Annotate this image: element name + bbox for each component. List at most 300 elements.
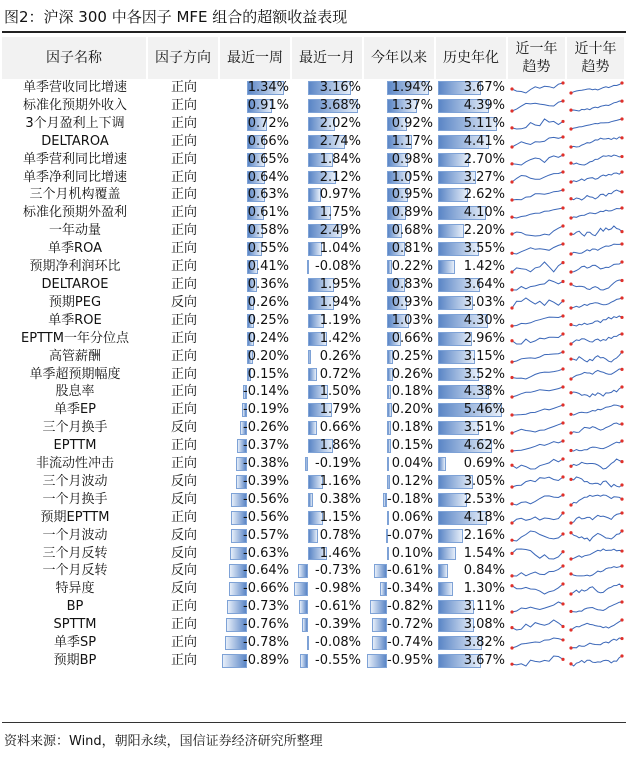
factor-direction: 正向 — [170, 330, 197, 346]
value-bar — [372, 618, 387, 632]
cell-month — [292, 527, 364, 545]
sparkline-trend-10y — [567, 437, 626, 455]
sparkline-svg — [510, 457, 565, 471]
sparkline-svg — [510, 547, 565, 561]
cell-value: 4.62% — [463, 438, 505, 454]
sparkline-marker — [561, 280, 564, 283]
sparkline-marker — [510, 87, 513, 90]
sparkline-svg — [569, 260, 624, 274]
cell-value: 1.46% — [319, 545, 361, 561]
factor-name: 预期EPTTM — [40, 509, 110, 525]
sparkline-svg — [569, 511, 624, 525]
cell-value: 3.27% — [463, 169, 505, 185]
sparkline-marker — [510, 584, 513, 587]
sparkline-svg — [569, 224, 624, 238]
table-row — [2, 419, 626, 437]
value-bar — [438, 224, 464, 238]
cell-value: -0.56% — [243, 509, 289, 525]
factor-direction: 正向 — [170, 384, 197, 400]
sparkline-trend-10y — [567, 616, 626, 634]
sparkline-marker — [510, 288, 513, 291]
table-row — [2, 294, 626, 312]
cell-ytd — [364, 455, 436, 473]
cell-value: -0.08% — [315, 635, 361, 651]
cell-value: 2.70% — [463, 151, 505, 167]
sparkline-trend-1y — [508, 258, 567, 276]
cell-value: 3.11% — [463, 599, 505, 615]
sparkline-marker — [510, 464, 513, 467]
sparkline-marker — [510, 162, 513, 165]
sparkline-trend-10y — [567, 366, 626, 384]
cell-value: 0.25% — [247, 312, 289, 328]
sparkline-marker — [561, 603, 564, 606]
cell-value: 1.42% — [463, 259, 505, 275]
sparkline-svg — [510, 439, 565, 453]
cell-ytd — [364, 419, 436, 437]
cell-week — [220, 294, 292, 312]
cell-week — [220, 455, 292, 473]
sparkline-svg — [510, 636, 565, 650]
sparkline-path — [512, 155, 563, 165]
cell-hist — [436, 204, 508, 222]
sparkline-trend-1y — [508, 509, 567, 527]
sparkline-path — [571, 369, 622, 379]
sparkline-trend-1y — [508, 240, 567, 258]
cell-hist — [436, 598, 508, 616]
factor-direction: 正向 — [170, 115, 197, 131]
cell-month — [292, 509, 364, 527]
cell-week — [220, 616, 292, 634]
cell-value: 5.46% — [463, 402, 505, 418]
sparkline-svg — [510, 224, 565, 238]
factor-name: 三个月换手 — [42, 420, 108, 436]
sparkline-svg — [569, 99, 624, 113]
sparkline-marker — [561, 225, 564, 228]
sparkline-marker — [620, 405, 623, 408]
table-row — [2, 616, 626, 634]
sparkline-marker — [569, 610, 572, 613]
sparkline-marker — [561, 550, 564, 553]
cell-value: -0.55% — [315, 653, 361, 668]
sparkline-marker — [569, 198, 572, 201]
sparkline-path — [571, 602, 622, 612]
sparkline-path — [512, 280, 563, 290]
cell-value: 3.52% — [463, 366, 505, 382]
cell-value: 3.16% — [319, 80, 361, 95]
sparkline-path — [571, 137, 622, 147]
sparkline-marker — [569, 145, 572, 148]
factor-direction: 正向 — [170, 402, 197, 418]
sparkline-svg — [569, 153, 624, 167]
sparkline-trend-1y — [508, 491, 567, 509]
factor-name: 单季ROA — [48, 241, 102, 257]
factor-name: 单季营利同比增速 — [22, 151, 127, 167]
sparkline-trend-10y — [567, 562, 626, 580]
cell-value: 0.66% — [391, 330, 433, 346]
value-bar — [387, 421, 391, 435]
figure-title: 图2：沪深 300 中各因子 MFE 组合的超额收益表现 — [4, 8, 348, 26]
cell-hist — [436, 97, 508, 115]
factor-name: EPTTM — [53, 438, 97, 454]
factor-direction: 正向 — [170, 97, 197, 113]
cell-value: 1.19% — [319, 312, 361, 328]
table-row — [2, 473, 626, 491]
sparkline-marker — [620, 637, 623, 640]
cell-value: 0.91% — [247, 97, 289, 113]
cell-hist — [436, 258, 508, 276]
sparkline-marker — [561, 475, 564, 478]
factor-direction: 正向 — [170, 312, 197, 328]
value-bar — [294, 582, 307, 596]
sparkline-path — [571, 566, 622, 576]
factor-direction: 正向 — [170, 653, 197, 668]
sparkline-trend-1y — [508, 634, 567, 652]
value-bar — [387, 511, 389, 525]
sparkline-path — [571, 477, 622, 487]
cell-value: 0.12% — [391, 473, 433, 489]
factor-direction: 正向 — [170, 438, 197, 454]
cell-month — [292, 186, 364, 204]
sparkline-path — [571, 83, 622, 93]
sparkline-path — [512, 638, 563, 648]
factor-name: 一个月反转 — [42, 563, 108, 579]
sparkline-path — [512, 298, 563, 308]
cell-value: 4.39% — [463, 97, 505, 113]
sparkline-path — [512, 549, 563, 559]
sparkline-trend-1y — [508, 598, 567, 616]
cell-value: 0.83% — [391, 276, 433, 292]
cell-ytd — [364, 616, 436, 634]
sparkline-trend-10y — [567, 401, 626, 419]
sparkline-svg — [510, 564, 565, 578]
sparkline-svg — [510, 242, 565, 256]
sparkline-path — [512, 387, 563, 397]
sparkline-marker — [510, 306, 513, 309]
cell-value: 1.84% — [319, 151, 361, 167]
sparkline-marker — [569, 521, 572, 524]
sparkline-svg — [569, 439, 624, 453]
factor-direction: 反向 — [170, 491, 197, 507]
sparkline-marker — [620, 332, 623, 335]
sparkline-path — [571, 298, 622, 308]
cell-value: -0.98% — [315, 581, 361, 597]
cell-value: 0.04% — [391, 456, 433, 472]
cell-value: 0.18% — [391, 420, 433, 436]
sparkline-trend-1y — [508, 222, 567, 240]
cell-hist — [436, 169, 508, 187]
factor-name: 标准化预期外盈利 — [22, 205, 127, 221]
cell-value: -0.26% — [243, 420, 289, 436]
cell-value: 0.78% — [319, 527, 361, 543]
sparkline-trend-1y — [508, 115, 567, 133]
value-bar — [387, 475, 390, 489]
sparkline-path — [512, 101, 563, 111]
table-body — [2, 79, 626, 670]
cell-value: 1.04% — [319, 241, 361, 257]
value-bar — [387, 385, 391, 399]
cell-value: 4.30% — [463, 312, 505, 328]
cell-value: 2.16% — [463, 527, 505, 543]
cell-value: 3.82% — [463, 635, 505, 651]
cell-value: 0.26% — [391, 366, 433, 382]
sparkline-svg — [569, 457, 624, 471]
cell-week — [220, 330, 292, 348]
factor-direction: 正向 — [170, 259, 197, 275]
sparkline-marker — [510, 145, 513, 148]
sparkline-trend-10y — [567, 419, 626, 437]
sparkline-trend-10y — [567, 133, 626, 151]
table-row — [2, 312, 626, 330]
sparkline-path — [512, 441, 563, 451]
sparkline-svg — [510, 475, 565, 489]
cell-value: 3.68% — [319, 97, 361, 113]
cell-hist — [436, 634, 508, 652]
sparkline-trend-1y — [508, 169, 567, 187]
header-direction: 因子方向 — [148, 37, 220, 79]
cell-value: 0.26% — [319, 348, 361, 364]
cell-week — [220, 186, 292, 204]
table-row — [2, 79, 626, 97]
sparkline-path — [571, 101, 622, 111]
sparkline-marker — [569, 557, 572, 560]
factor-direction: 反向 — [170, 294, 197, 310]
table-row — [2, 151, 626, 169]
cell-month — [292, 545, 364, 563]
sparkline-trend-1y — [508, 455, 567, 473]
cell-ytd — [364, 652, 436, 670]
sparkline-marker — [620, 386, 623, 389]
cell-value: 1.30% — [463, 581, 505, 597]
value-bar — [298, 564, 308, 578]
cell-hist — [436, 562, 508, 580]
sparkline-marker — [620, 260, 623, 263]
cell-value: 1.16% — [319, 473, 361, 489]
cell-week — [220, 276, 292, 294]
cell-week — [220, 598, 292, 616]
sparkline-svg — [510, 260, 565, 274]
cell-value: -0.39% — [243, 473, 289, 489]
cell-value: 0.15% — [391, 438, 433, 454]
top-rule — [2, 31, 626, 33]
cell-week — [220, 383, 292, 401]
cell-value: 0.93% — [391, 294, 433, 310]
sparkline-marker — [510, 575, 513, 578]
sparkline-marker — [620, 296, 623, 299]
factor-direction: 正向 — [170, 456, 197, 472]
sparkline-path — [512, 119, 563, 129]
cell-value: 0.72% — [319, 366, 361, 382]
cell-month — [292, 222, 364, 240]
sparkline-marker — [561, 171, 564, 174]
cell-value: 1.79% — [319, 402, 361, 418]
sparkline-marker — [620, 565, 623, 568]
sparkline-path — [571, 495, 622, 505]
sparkline-svg — [569, 367, 624, 381]
cell-month — [292, 437, 364, 455]
cell-value: 3.64% — [463, 276, 505, 292]
cell-ytd — [364, 366, 436, 384]
cell-value: 0.84% — [463, 563, 505, 579]
cell-value: -0.74% — [387, 635, 433, 651]
cell-value: 2.49% — [319, 223, 361, 239]
table-row — [2, 133, 626, 151]
cell-value: 2.02% — [319, 115, 361, 131]
factor-name: BP — [66, 599, 84, 615]
sparkline-marker — [561, 457, 564, 460]
sparkline-trend-10y — [567, 97, 626, 115]
cell-month — [292, 133, 364, 151]
table-row — [2, 562, 626, 580]
value-bar — [300, 654, 307, 668]
sparkline-marker — [620, 511, 623, 514]
cell-value: -0.73% — [243, 599, 289, 615]
sparkline-marker — [561, 422, 564, 425]
cell-week — [220, 97, 292, 115]
cell-month — [292, 562, 364, 580]
cell-month — [292, 598, 364, 616]
sparkline-svg — [510, 654, 565, 668]
sparkline-trend-10y — [567, 258, 626, 276]
value-bar — [372, 636, 388, 650]
sparkline-marker — [620, 350, 623, 353]
cell-hist — [436, 616, 508, 634]
cell-value: 2.12% — [319, 169, 361, 185]
cell-hist — [436, 545, 508, 563]
value-bar — [438, 529, 463, 543]
factor-direction: 反向 — [170, 420, 197, 436]
sparkline-marker — [569, 531, 572, 534]
cell-value: -0.78% — [243, 635, 289, 651]
sparkline-trend-10y — [567, 330, 626, 348]
sparkline-marker — [620, 191, 623, 194]
sparkline-trend-10y — [567, 240, 626, 258]
cell-month — [292, 634, 364, 652]
sparkline-marker — [620, 439, 623, 442]
cell-value: 3.55% — [463, 241, 505, 257]
sparkline-trend-1y — [508, 437, 567, 455]
value-bar — [308, 529, 319, 543]
sparkline-marker — [569, 181, 572, 184]
sparkline-path — [512, 369, 563, 379]
value-bar — [438, 547, 456, 561]
sparkline-trend-10y — [567, 455, 626, 473]
cell-month — [292, 115, 364, 133]
cell-hist — [436, 151, 508, 169]
cell-ytd — [364, 348, 436, 366]
sparkline-marker — [569, 378, 572, 381]
sparkline-svg — [569, 135, 624, 149]
sparkline-marker — [569, 503, 572, 506]
cell-value: 1.50% — [319, 384, 361, 400]
cell-hist — [436, 509, 508, 527]
cell-value: 0.20% — [391, 402, 433, 418]
factor-direction: 正向 — [170, 617, 197, 633]
table-row — [2, 491, 626, 509]
cell-month — [292, 276, 364, 294]
sparkline-path — [571, 441, 622, 451]
cell-value: 2.62% — [463, 187, 505, 203]
factor-direction: 正向 — [170, 635, 197, 651]
factor-name: 一年动量 — [48, 223, 101, 239]
cell-value: 0.92% — [391, 115, 433, 131]
cell-week — [220, 419, 292, 437]
cell-week — [220, 652, 292, 670]
sparkline-marker — [620, 497, 623, 500]
value-bar — [374, 564, 387, 578]
cell-value: 1.75% — [319, 205, 361, 221]
cell-ytd — [364, 527, 436, 545]
header-name: 因子名称 — [2, 37, 148, 79]
cell-value: 0.72% — [247, 115, 289, 131]
cell-value: -0.63% — [243, 545, 289, 561]
header-row — [2, 37, 626, 79]
cell-ytd — [364, 186, 436, 204]
sparkline-trend-10y — [567, 652, 626, 670]
sparkline-trend-1y — [508, 294, 567, 312]
sparkline-marker — [569, 217, 572, 220]
sparkline-path — [512, 172, 563, 182]
header-month: 最近一月 — [292, 37, 364, 79]
value-bar — [438, 457, 446, 471]
value-bar — [370, 600, 387, 614]
factor-name: 非流动性冲击 — [35, 456, 114, 472]
sparkline-path — [571, 584, 622, 594]
sparkline-trend-1y — [508, 473, 567, 491]
sparkline-path — [571, 549, 622, 559]
factor-direction: 正向 — [170, 169, 197, 185]
cell-ytd — [364, 151, 436, 169]
cell-value: 0.97% — [319, 187, 361, 203]
sparkline-svg — [569, 278, 624, 292]
sparkline-svg — [510, 511, 565, 525]
cell-value: 1.95% — [319, 276, 361, 292]
sparkline-marker — [561, 99, 564, 102]
sparkline-marker — [620, 654, 623, 657]
cell-value: 1.15% — [319, 509, 361, 525]
sparkline-path — [571, 316, 622, 326]
sparkline-path — [512, 495, 563, 505]
sparkline-marker — [561, 493, 564, 496]
sparkline-marker — [569, 342, 572, 345]
cell-ytd — [364, 437, 436, 455]
sparkline-marker — [510, 181, 513, 184]
cell-ytd — [364, 491, 436, 509]
sparkline-marker — [510, 626, 513, 629]
sparkline-marker — [561, 439, 564, 442]
header-trend-10y — [567, 37, 626, 79]
sparkline-marker — [561, 583, 564, 586]
factor-name: 股息率 — [55, 384, 95, 400]
factor-name: 单季ROE — [48, 312, 102, 328]
cell-hist — [436, 276, 508, 294]
sparkline-path — [512, 244, 563, 254]
sparkline-svg — [569, 529, 624, 543]
sparkline-marker — [561, 565, 564, 568]
table-row — [2, 383, 626, 401]
sparkline-path — [512, 620, 563, 630]
table-row — [2, 545, 626, 563]
cell-week — [220, 437, 292, 455]
cell-value: -0.19% — [315, 456, 361, 472]
cell-ytd — [364, 204, 436, 222]
cell-month — [292, 455, 364, 473]
cell-month — [292, 419, 364, 437]
cell-value: 3.05% — [463, 473, 505, 489]
cell-value: 0.41% — [247, 259, 289, 275]
cell-week — [220, 222, 292, 240]
factor-direction: 正向 — [170, 348, 197, 364]
factor-name: DELTAROE — [41, 276, 109, 292]
